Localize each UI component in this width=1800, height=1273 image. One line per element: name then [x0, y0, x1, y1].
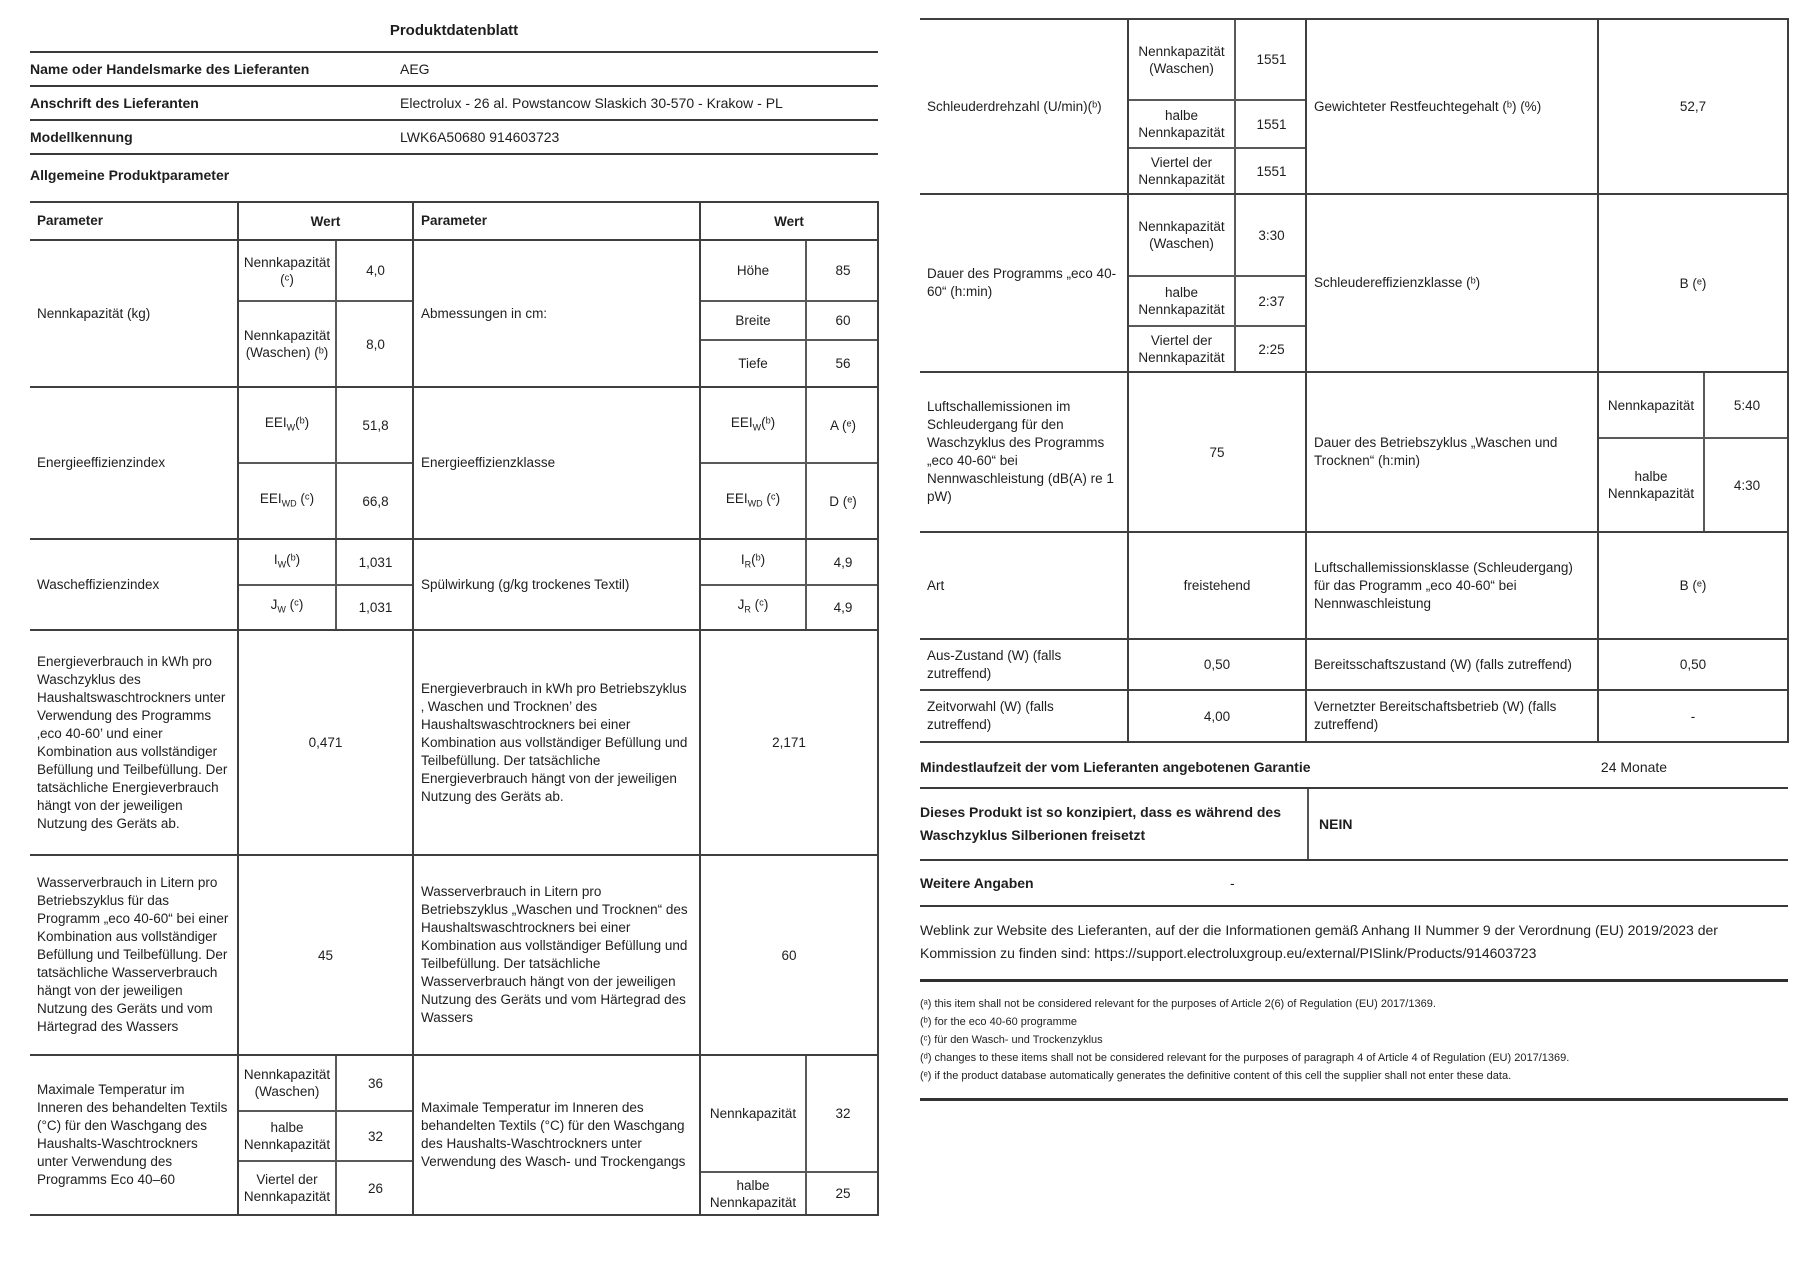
- sub-row-label: $J_R$ (ᶜ): [701, 585, 806, 629]
- value-cell: 60: [700, 855, 878, 1055]
- sub-row-value: 4,0: [366, 263, 385, 278]
- info-row-supplier-name: [30, 53, 878, 87]
- sub-row-value: 2:37: [1235, 276, 1307, 326]
- param-label: Energieverbrauch in kWh pro Waschzyklus des Haushaltswaschtrockners unter Verwendung des Programms ‚eco 40-60’ und einer Kombination aus vollständiger Befüllung und Teilbefüllung. Der tatsächliche Energieverbrauch hängt von der jeweiligen Nutzung des Geräts ab.: [30, 630, 238, 855]
- param-label: Dauer des Programms „eco 40-60“ (h:min): [920, 194, 1128, 372]
- value-group: [700, 1055, 878, 1215]
- sub-row-value: 1551: [1256, 52, 1287, 67]
- col-header-wert: Wert: [700, 202, 878, 240]
- sub-row-value: 56: [806, 340, 879, 386]
- value-group: [1598, 372, 1788, 532]
- sub-row-label: Nennkapazität (Waschen) (ᵇ): [239, 301, 336, 386]
- value-group: [1128, 194, 1306, 372]
- parameters-table-left: [30, 201, 879, 1216]
- param-label: Schleudereffizienzklasse (ᵇ): [1306, 194, 1598, 372]
- page-right: [920, 0, 1788, 1101]
- value-cell: 0,471: [238, 630, 413, 855]
- footnote: [920, 1067, 1788, 1085]
- sub-row-label: $J_W$ (ᶜ): [239, 585, 336, 629]
- param-label: Vernetzter Bereitschaftsbetrieb (W) (falls zutreffend): [1306, 690, 1598, 742]
- sub-row-value: 1551: [1235, 100, 1307, 148]
- sub-row-value: 51,8: [362, 417, 389, 433]
- value-group: [238, 387, 413, 539]
- sub-row-value: 25: [806, 1172, 879, 1214]
- sub-row-label: halbe Nennkapazität: [1129, 276, 1235, 326]
- sub-row-label: Viertel der Nennkapazität: [1129, 326, 1235, 371]
- sub-row-value: 60: [806, 301, 879, 340]
- footnote-mark: (ᵇ): [920, 1016, 932, 1028]
- param-label: Art: [920, 532, 1128, 639]
- sub-row-label: halbe Nennkapazität: [239, 1111, 336, 1161]
- sub-row-label: Nennkapazität: [1599, 373, 1704, 438]
- sub-row-value: 1551: [1235, 148, 1307, 193]
- value-cell: -: [1598, 690, 1788, 742]
- value-cell: 2,171: [700, 630, 878, 855]
- sub-row-label: $EEI_{WD}$ (ᶜ): [701, 463, 806, 538]
- silver-ion-value: NEIN: [1307, 789, 1788, 859]
- value-cell: B (ᵉ): [1598, 194, 1788, 372]
- footnote-mark: (ᶜ): [920, 1034, 932, 1046]
- silver-ion-row: [920, 789, 1788, 861]
- param-label: Aus-Zustand (W) (falls zutreffend): [920, 639, 1128, 690]
- sub-row-label: Nennkapazität (Waschen): [239, 1056, 336, 1111]
- param-label: Dauer des Betriebszyklus „Waschen und Trocknen“ (h:min): [1306, 372, 1598, 532]
- bottom-rule: [920, 1098, 1788, 1101]
- sub-row-label: Viertel der Nennkapazität: [1129, 148, 1235, 193]
- sub-row-label: $EEI_W(ᵇ)$: [239, 388, 336, 463]
- parameters-table-right: [920, 18, 1789, 743]
- footnote-text: für den Wasch- und Trockenzyklus: [934, 1034, 1103, 1046]
- footnotes: [920, 995, 1788, 1085]
- sub-row-label: $I_R(ᵇ)$: [701, 540, 806, 585]
- sub-row-label: $I_W(ᵇ)$: [239, 540, 336, 585]
- param-label: Wasserverbrauch in Litern pro Betriebszyklus für das Programm „eco 40-60“ bei einer Kombination aus vollständiger Befüllung und Teilbefüllung. Der tatsächliche Wasserverbrauch hängt von der jeweiligen Nutzung des Geräts und vom Härtegrad des Wassers: [30, 855, 238, 1055]
- footnote-text: this item shall not be considered relevant for the purposes of Article 2(6) of Regulation (EU) 2017/1369.: [934, 998, 1436, 1010]
- sub-row-value: 66,8: [336, 463, 414, 538]
- supplier-weblink-text: Weblink zur Website des Lieferanten, auf der die Informationen gemäß Anhang II Nummer 9 der Verordnung (EU) 2019/2023 der Kommission zu finden sind: https://support.electroluxgroup.eu/external/PISlink/Products/914603723: [920, 907, 1788, 982]
- footnote-text: if the product database automatically generates the definitive content of this cell the supplier shall not enter these data.: [934, 1070, 1512, 1082]
- footnote: [920, 1049, 1788, 1067]
- footnote-mark: (ᵈ): [920, 1052, 932, 1064]
- info-value: Electrolux - 26 al. Powstancow Slaskich 30-570 - Krakow - PL: [400, 95, 783, 111]
- silver-ion-label: Dieses Produkt ist so konzipiert, dass es während des Waschzyklus Silberionen freisetzt: [920, 804, 1282, 843]
- additional-info-value: -: [1230, 875, 1235, 891]
- value-cell: freistehend: [1128, 532, 1306, 639]
- sub-row-label: Nennkapazität: [701, 1056, 806, 1172]
- sub-row-value: 1,031: [336, 585, 414, 629]
- param-label: Energieverbrauch in kWh pro Betriebszyklus ‚ Waschen und Trocknen’ des Haushaltswaschtrockners bei einer Kombination aus vollständiger Befüllung und Teilbefüllung. Der tatsächliche Energieverbrauch hängt von der jeweiligen Nutzung des Geräts ab.: [413, 630, 700, 855]
- sub-row-label: Viertel der Nennkapazität: [239, 1161, 336, 1214]
- page-left: [30, 0, 878, 1216]
- sub-row-label: $EEI_{WD}$ (ᶜ): [239, 463, 336, 538]
- sub-row-value: 36: [367, 1075, 384, 1091]
- value-group: [238, 539, 413, 630]
- sub-row-label: Tiefe: [701, 340, 806, 386]
- value-cell: B (ᵉ): [1598, 532, 1788, 639]
- value-group: [700, 240, 878, 387]
- sub-row-label: Nennkapazität (Waschen): [1129, 20, 1235, 100]
- sub-row-value: 85: [835, 263, 851, 278]
- value-group: [238, 240, 413, 387]
- col-header-wert: Wert: [238, 202, 413, 240]
- param-label: Luftschallemissionen im Schleudergang für den Waschzyklus des Programms „eco 40-60“ bei Nennwaschleistung (dB(A) re 1 pW): [920, 372, 1128, 532]
- param-label: Energieeffizienzklasse: [413, 387, 700, 539]
- value-cell: 0,50: [1128, 639, 1306, 690]
- value-cell: 75: [1128, 372, 1306, 532]
- additional-info-row: [920, 861, 1788, 907]
- col-header-parameter: Parameter: [413, 202, 700, 240]
- sub-row-label: Nennkapazität (Waschen): [1129, 195, 1235, 276]
- value-group: [238, 1055, 413, 1215]
- value-cell: 45: [238, 855, 413, 1055]
- warranty-value: 24 Monate: [1600, 759, 1668, 775]
- sub-row-value: 1,031: [358, 554, 393, 570]
- info-value: AEG: [400, 61, 430, 77]
- sub-row-label: halbe Nennkapazität: [701, 1172, 806, 1214]
- value-group: [1128, 19, 1306, 194]
- info-row-model: [30, 121, 878, 155]
- footnote-text: for the eco 40-60 programme: [934, 1016, 1078, 1028]
- param-label: Spülwirkung (g/kg trockenes Textil): [413, 539, 700, 630]
- value-cell: 52,7: [1598, 19, 1788, 194]
- param-label: Maximale Temperatur im Inneren des behandelten Textils (°C) für den Waschgang des Haushalts-Waschtrockners unter Verwendung des Wasch- und Trockengangs: [413, 1055, 700, 1215]
- footnote: [920, 1013, 1788, 1031]
- footnote-mark: (ᵉ): [920, 1070, 932, 1082]
- page-title: Produktdatenblatt: [30, 0, 878, 53]
- param-label: Energieeffizienzindex: [30, 387, 238, 539]
- sub-row-value: 4,9: [806, 585, 879, 629]
- sub-row-label: Nennkapazität(ᶜ): [239, 241, 336, 301]
- sub-row-label: halbe Nennkapazität: [1129, 100, 1235, 148]
- sub-row-value: 8,0: [336, 301, 414, 386]
- param-label: Gewichteter Restfeuchtegehalt (ᵇ) (%): [1306, 19, 1598, 194]
- footnote-text: changes to these items shall not be considered relevant for the purposes of paragraph 4 of Article 4 of Regulation (EU) 2017/1369.: [934, 1052, 1570, 1064]
- additional-info-label: Weitere Angaben: [920, 875, 1034, 891]
- sub-row-value: 3:30: [1258, 227, 1285, 243]
- param-label: Maximale Temperatur im Inneren des behandelten Textils (°C) für den Waschgang des Haushalts-Waschtrockners unter Verwendung des Programms Eco 40–60: [30, 1055, 238, 1215]
- param-label: Luftschallemissionsklasse (Schleudergang) für das Programm „eco 40-60“ bei Nennwaschleistung: [1306, 532, 1598, 639]
- value-group: [700, 387, 878, 539]
- sub-row-value: 32: [835, 1106, 851, 1121]
- info-row-supplier-address: [30, 87, 878, 121]
- info-value: LWK6A50680 914603723: [400, 129, 560, 145]
- sub-row-value: 32: [336, 1111, 414, 1161]
- param-label: Wasserverbrauch in Litern pro Betriebszyklus „Waschen und Trocknen“ des Haushaltswaschtrockners bei einer Kombination aus vollständiger Befüllung und Teilbefüllung. Der tatsächliche Wasserverbrauch hängt von der jeweiligen Nutzung des Geräts und vom Härtegrad des Wassers: [413, 855, 700, 1055]
- sub-row-value: 2:25: [1235, 326, 1307, 371]
- sub-row-label: $EEI_W(ᵇ)$: [701, 388, 806, 463]
- param-label: Abmessungen in cm:: [413, 240, 700, 387]
- param-label: Bereitsschaftszustand (W) (falls zutreffend): [1306, 639, 1598, 690]
- sub-row-label: Höhe: [701, 241, 806, 301]
- footnote: [920, 995, 1788, 1013]
- sub-row-label: Breite: [701, 301, 806, 340]
- sub-row-value: 26: [336, 1161, 414, 1214]
- col-header-parameter: Parameter: [30, 202, 238, 240]
- info-label: Name oder Handelsmarke des Lieferanten: [30, 61, 310, 77]
- info-label: Modellkennung: [30, 129, 133, 145]
- footnote: [920, 1031, 1788, 1049]
- value-cell: 4,00: [1128, 690, 1306, 742]
- warranty-label: Mindestlaufzeit der vom Lieferanten angebotenen Garantie: [920, 759, 1311, 775]
- sub-row-value: 4:30: [1704, 438, 1789, 531]
- sub-row-value: A (ᵉ): [829, 417, 857, 433]
- sub-row-label: halbe Nennkapazität: [1599, 438, 1704, 531]
- param-label: Zeitvorwahl (W) (falls zutreffend): [920, 690, 1128, 742]
- sub-row-value: D (ᵉ): [806, 463, 879, 538]
- param-label: Nennkapazität (kg): [30, 240, 238, 387]
- warranty-row: [920, 743, 1788, 789]
- footnote-mark: (ᵃ): [920, 998, 932, 1010]
- value-group: [700, 539, 878, 630]
- value-cell: 0,50: [1598, 639, 1788, 690]
- param-label: Schleuderdrehzahl (U/min)(ᵇ): [920, 19, 1128, 194]
- info-label: Anschrift des Lieferanten: [30, 95, 199, 111]
- sub-row-value: 4,9: [833, 554, 853, 570]
- param-label: Wascheffizienzindex: [30, 539, 238, 630]
- section-title: Allgemeine Produktparameter: [30, 167, 230, 183]
- sub-row-value: 5:40: [1733, 397, 1761, 413]
